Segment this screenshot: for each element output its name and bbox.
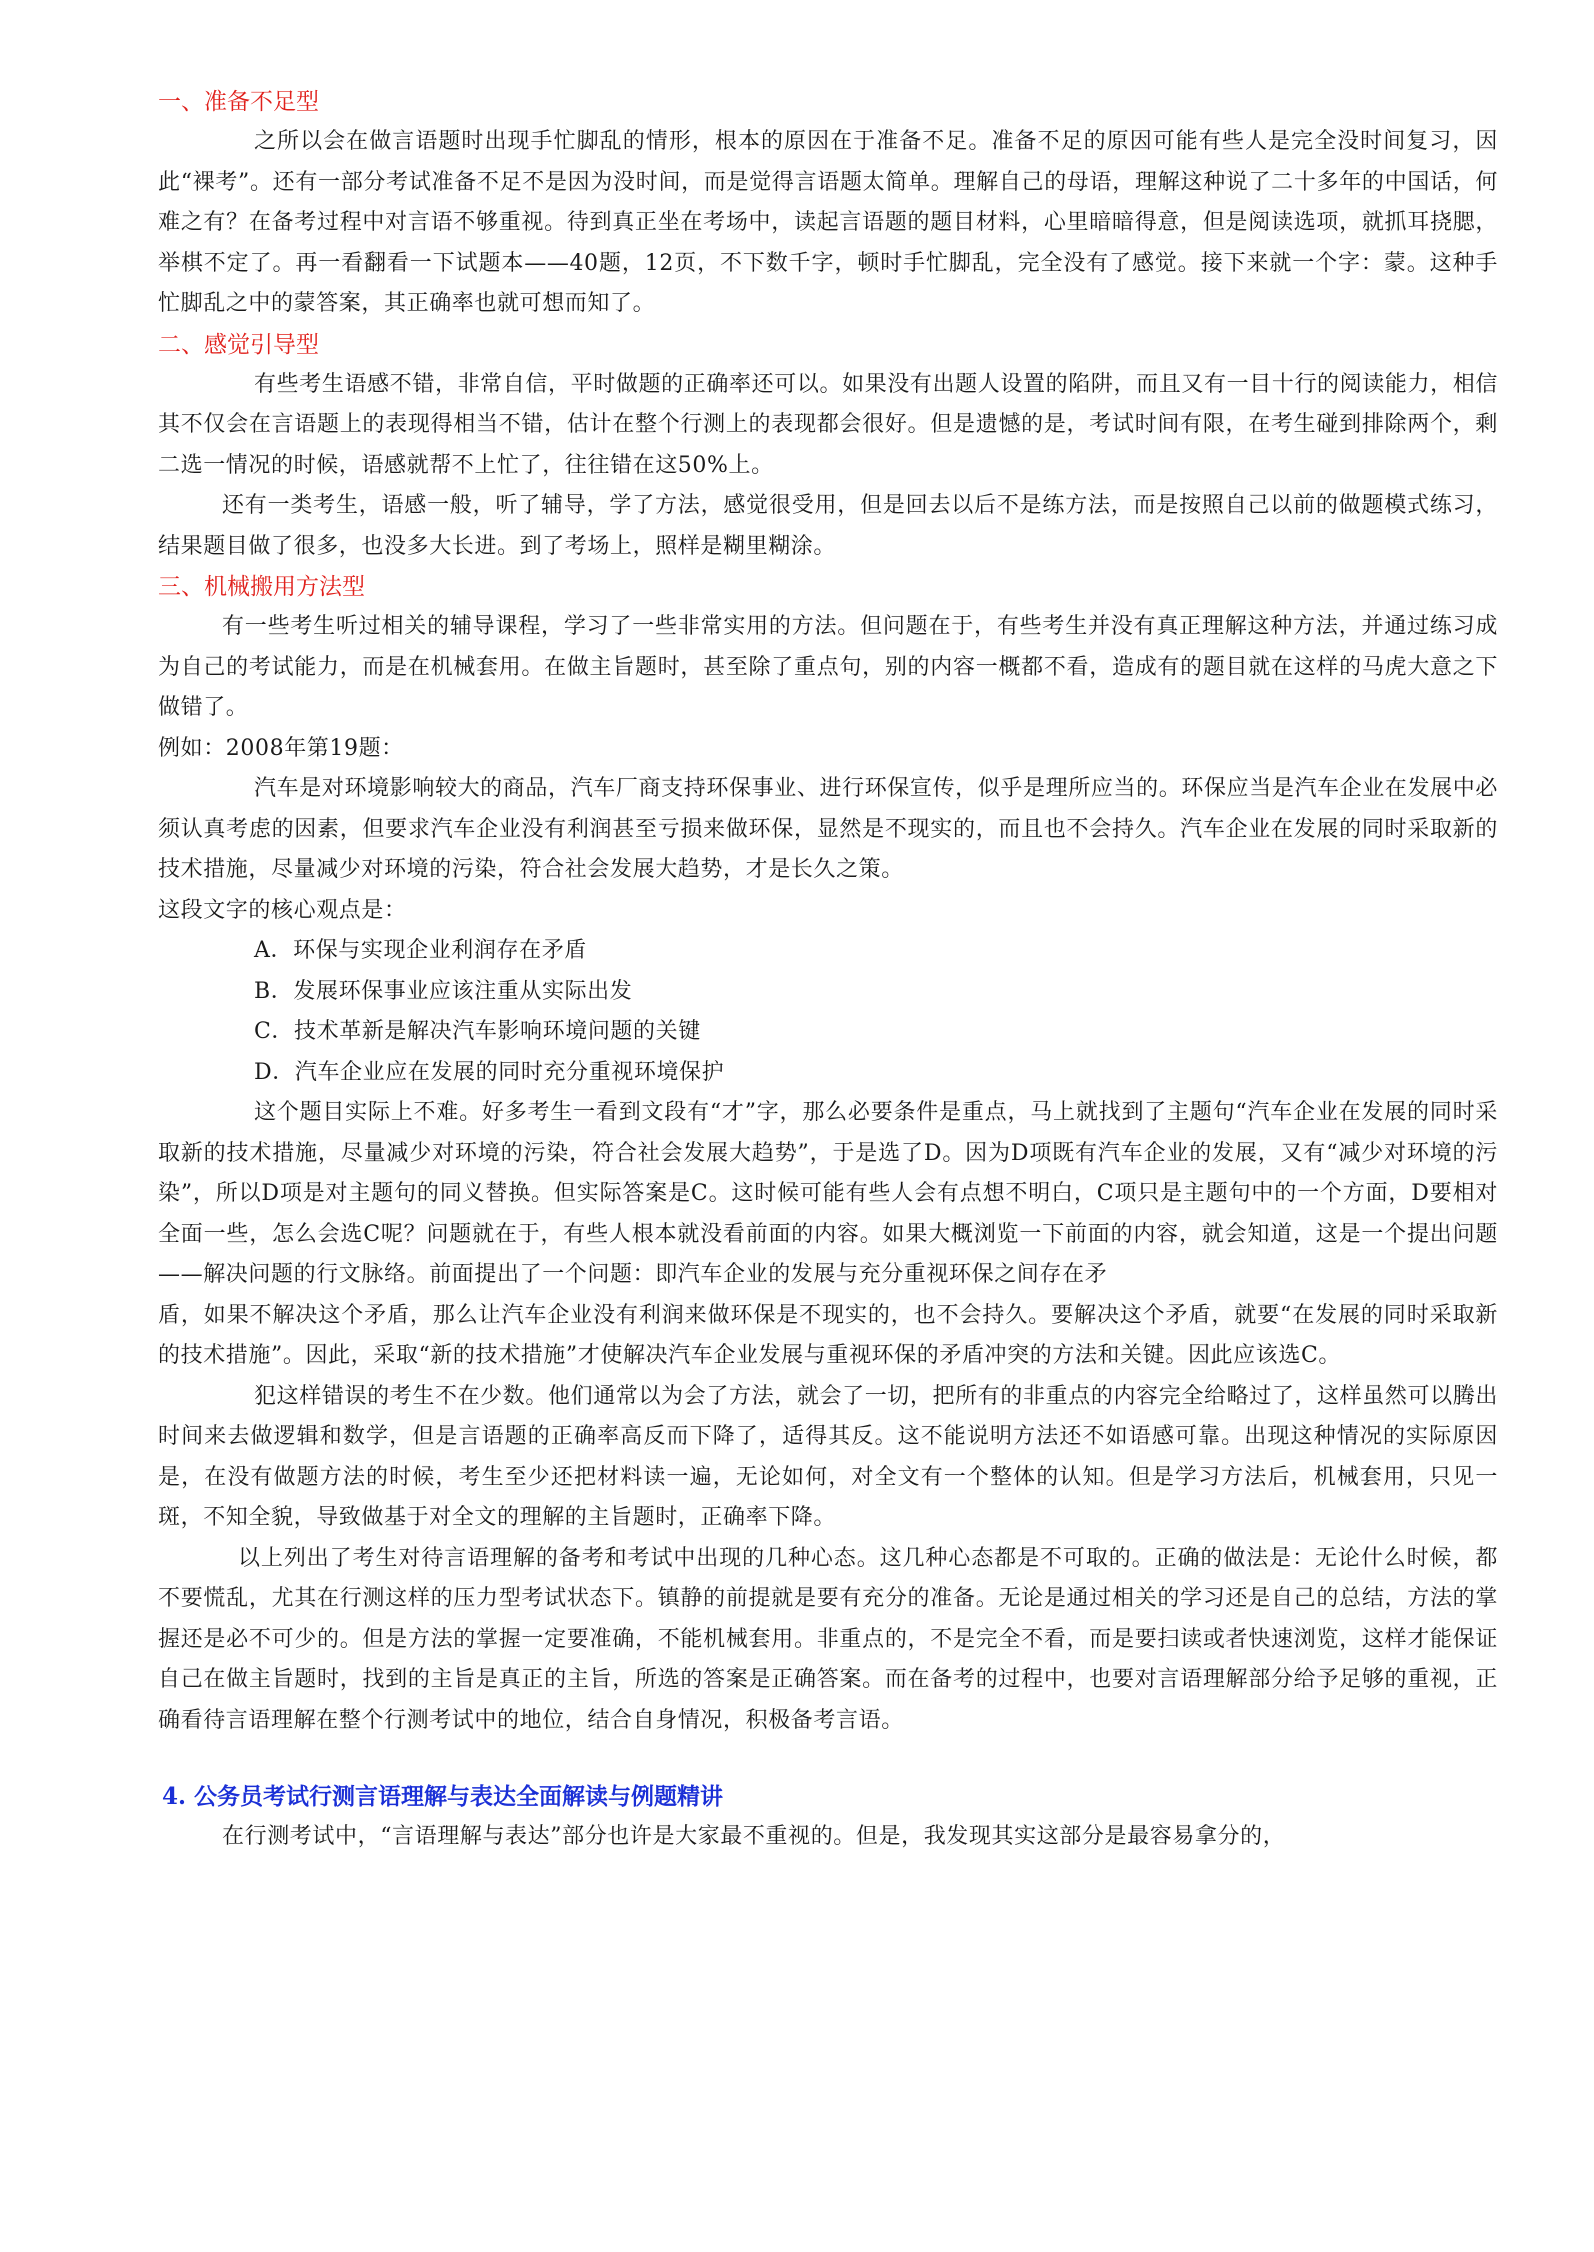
section-heading-part4: 4. 公务员考试行测言语理解与表达全面解读与例题精讲 xyxy=(162,1783,724,1810)
question-text: 这段文字的核心观点是： xyxy=(158,897,407,923)
paragraph-part4-intro: 在行测考试中，“言语理解与表达”部分也许是大家最不重视的。但是，我发现其实这部分是最容易拿分的， xyxy=(222,1824,1286,1849)
example-label: 例如：2008年第19题： xyxy=(158,735,404,761)
option-c: C．技术革新是解决汽车影响环境问题的关键 xyxy=(254,1019,701,1044)
example-passage: 汽车是对环境影响较大的商品，汽车厂商支持环保事业、进行环保宣传，似乎是理所应当的。环保应当是汽车企业在发展中必须认真考虑的因素，但要求汽车企业没有利润甚至亏损来做环保，显然是不现实的，而且也不会持久。汽车企业在发展的同时采取新的技术措施，尽量减少对环境的污染，符合社会发展大趋势，才是长久之策。 xyxy=(158,776,1498,882)
paragraph-mechanical: 有一些考生听过相关的辅导课程，学习了一些非常实用的方法。但问题在于，有些考生并没有真正理解这种方法，并通过练习成为自己的考试能力，而是在机械套用。在做主旨题时，甚至除了重点句，别的内容一概都不看，造成有的题目就在这样的马虎大意之下做错了。 xyxy=(158,614,1498,720)
analysis-paragraph-1: 这个题目实际上不难。好多考生一看到文段有“才”字，那么必要条件是重点，马上就找到了主题句“汽车企业在发展的同时采取新的技术措施，尽量减少对环境的污染，符合社会发展大趋势”，于是选了D。因为D项既有汽车企业的发展，又有“减少对环境的污染”，所以D项是对主题句的同义替换。但实际答案是C。这时候可能有些人会有点想不明白，C项只是主题句中的一个方面，D要相对全面一些，怎么会选C呢？问题就在于，有些人根本就没看前面的内容。如果大概浏览一下前面的内容，就会知道，这是一个提出问题——解决问题的行文脉络。前面提出了一个问题：即汽车企业的发展与充分重视环保之间存在矛 xyxy=(158,1100,1498,1287)
option-a: A．环保与实现企业利润存在矛盾 xyxy=(254,938,587,963)
option-d: D．汽车企业应在发展的同时充分重视环境保护 xyxy=(254,1059,725,1085)
summary-paragraph: 以上列出了考生对待言语理解的备考和考试中出现的几种心态。这几种心态都是不可取的。正确的做法是：无论什么时候，都不要慌乱，尤其在行测这样的压力型考试状态下。镇静的前提就是要有充分的准备。无论是通过相关的学习还是自己的总结，方法的掌握还是必不可少的。但是方法的掌握一定要准确，不能机械套用。非重点的，不是完全不看，而是要扫读或者快速浏览，这样才能保证自己在做主旨题时，找到的主旨是真正的主旨，所选的答案是正确答案。而在备考的过程中，也要对言语理解部分给予足够的重视，正确看待言语理解在整个行测考试中的地位，结合自身情况，积极备考言语。 xyxy=(158,1545,1498,1733)
paragraph-intuition-1: 有些考生语感不错，非常自信，平时做题的正确率还可以。如果没有出题人设置的陷阱，而且又有一目十行的阅读能力，相信其不仅会在言语题上的表现得相当不错，估计在整个行测上的表现都会很好。但是遗憾的是，考试时间有限，在考生碰到排除两个，剩二选一情况的时候，语感就帮不上忙了，往往错在这50%上。 xyxy=(158,371,1498,478)
section-heading-unprepared: 一、准备不足型 xyxy=(158,89,319,115)
section-heading-intuition: 二、感觉引导型 xyxy=(158,331,319,358)
analysis-paragraph-3: 犯这样错误的考生不在少数。他们通常以为会了方法，就会了一切，把所有的非重点的内容完全给略过了，这样虽然可以腾出时间来去做逻辑和数学，但是言语题的正确率高反而下降了，适得其反。这不能说明方法还不如语感可靠。出现这种情况的实际原因是，在没有做题方法的时候，考生至少还把材料读一遍，无论如何，对全文有一个整体的认知。但是学习方法后，机械套用，只见一斑，不知全貌，导致做基于对全文的理解的主旨题时，正确率下降。 xyxy=(158,1383,1498,1530)
section-heading-mechanical: 三、机械搬用方法型 xyxy=(158,574,365,600)
option-b: B．发展环保事业应该注重从实际出发 xyxy=(254,978,633,1004)
analysis-paragraph-2: 盾，如果不解决这个矛盾，那么让汽车企业没有利润来做环保是不现实的，也不会持久。要解决这个矛盾，就要“在发展的同时采取新的技术措施”。因此，采取“新的技术措施”才使解决汽车企业发展与重视环保的矛盾冲突的方法和关键。因此应该选C。 xyxy=(158,1302,1498,1368)
paragraph-intuition-2: 还有一类考生，语感一般，听了辅导，学了方法，感觉很受用，但是回去以后不是练方法，而是按照自己以前的做题模式练习，结果题目做了很多，也没多大长进。到了考场上，照样是糊里糊涂。 xyxy=(158,493,1498,559)
paragraph-unprepared: 之所以会在做言语题时出现手忙脚乱的情形，根本的原因在于准备不足。准备不足的原因可能有些人是完全没时间复习，因此“裸考”。还有一部分考试准备不足不是因为没时间，而是觉得言语题太简单。理解自己的母语，理解这种说了二十多年的中国话，何难之有？在备考过程中对言语不够重视。待到真正坐在考场中，读起言语题的题目材料，心里暗暗得意，但是阅读选项，就抓耳挠腮，举棋不定了。再一看翻看一下试题本——40题，12页，不下数千字，顿时手忙脚乱，完全没有了感觉。接下来就一个字：蒙。这种手忙脚乱之中的蒙答案，其正确率也就可想而知了。 xyxy=(158,129,1498,316)
